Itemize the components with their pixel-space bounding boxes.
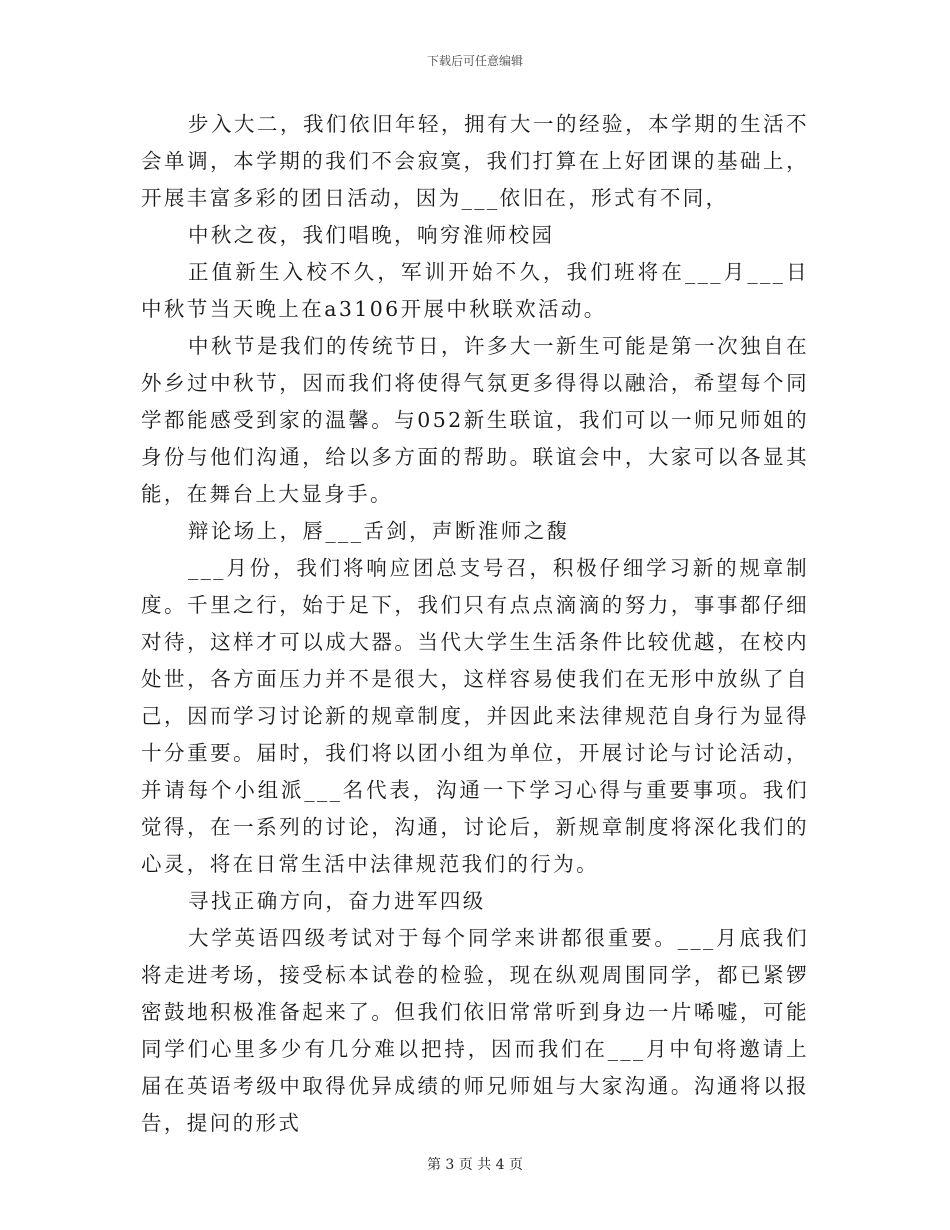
- paragraph-regulations: ___月份，我们将响应团总支号召，积极仔细学习新的规章制度。千里之行，始于足下，我们只有点点滴滴的努力，事事都仔细对待，这样才可以成大器。当代大学生生活条件比较优越，在校内处世，各方面压力并不是很大，这样容易使我们在无形中放纵了自己，因而学习讨论新的规章制度，并因此来法律规范自身行为显得十分重要。届时，我们将以团小组为单位，开展讨论与讨论活动，并请每个小组派___名代表，沟通一下学习心得与重要事项。我们觉得，在一系列的讨论，沟通，讨论后，新规章制度将深化我们的心灵，将在日常生活中法律规范我们的行为。: [141, 556, 809, 876]
- paragraph-mid-autumn-plan: 正值新生入校不久，军训开始不久，我们班将在___月___日中秋节当天晚上在a3106开展中秋联欢活动。: [141, 260, 809, 321]
- paragraph-intro: 步入大二，我们依旧年轻，拥有大一的经验，本学期的生活不会单调，本学期的我们不会寂寞，我们打算在上好团课的基础上，开展丰富多彩的团日活动，因为___依旧在，形式有不同，: [141, 112, 809, 210]
- document-body: [141, 106, 809, 1142]
- section-heading-debate: 辩论场上，唇___舌剑，声断淮师之馥: [188, 519, 570, 543]
- section-heading-cet4: 寻找正确方向，奋力进军四级: [188, 889, 486, 913]
- page-header-note: 下载后可任意编辑: [426, 54, 523, 68]
- paragraph-mid-autumn-detail: 中秋节是我们的传统节日，许多大一新生可能是第一次独自在外乡过中秋节，因而我们将使得气氛更多得得以融洽，希望每个同学都能感受到家的温馨。与052新生联谊，我们可以一师兄师姐的身份与他们沟通，给以多方面的帮助。联谊会中，大家可以各显其能，在舞台上大显身手。: [141, 334, 809, 506]
- paragraph-cet4: 大学英语四级考试对于每个同学来讲都很重要。___月底我们将走进考场，接受标本试卷的检验，现在纵观周围同学，都已紧锣密鼓地积极准备起来了。但我们依旧常常听到身边一片唏嘘，可能同学们心里多少有几分难以把持，因而我们在___月中旬将邀请上届在英语考级中取得优异成绩的师兄师姐与大家沟通。沟通将以报告，提问的形式: [141, 926, 809, 1135]
- section-heading-mid-autumn: 中秋之夜，我们唱晚，响穷淮师校园: [188, 223, 555, 247]
- page-number: 第 3 页 共 4 页: [426, 1157, 524, 1173]
